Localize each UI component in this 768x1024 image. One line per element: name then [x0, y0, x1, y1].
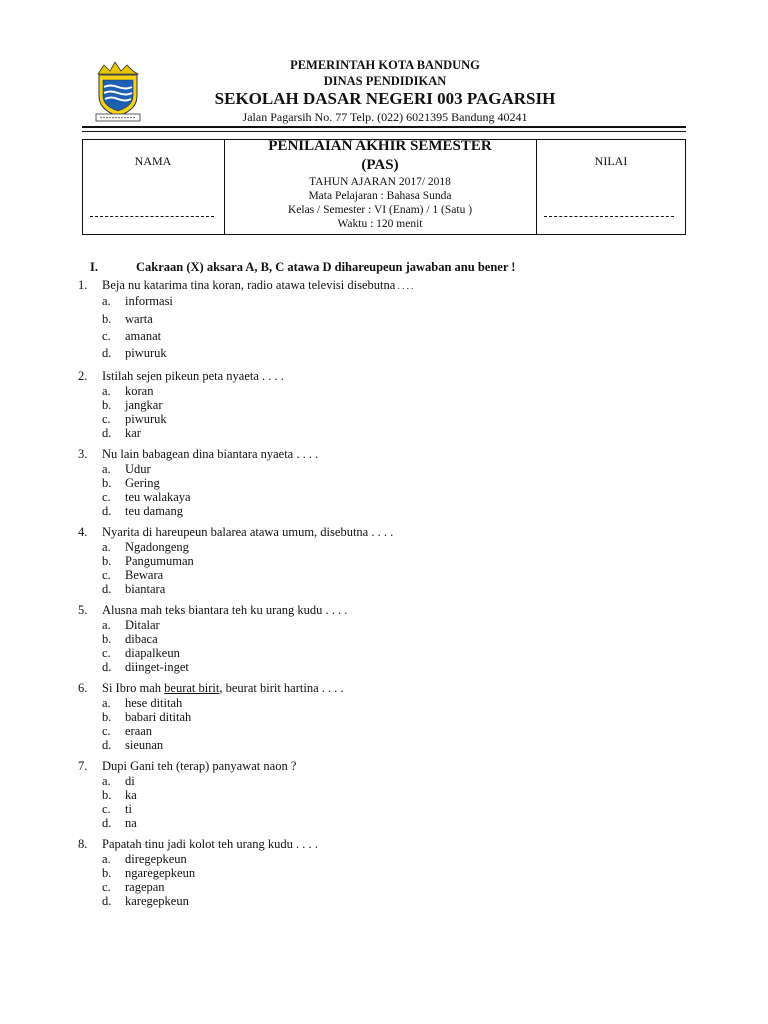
answer-option-c[interactable]: c. Bewara [102, 568, 164, 582]
bandung-city-crest-icon [95, 60, 141, 122]
question-list [78, 277, 698, 914]
answer-option-c[interactable]: c. teu walakaya [102, 490, 191, 504]
question-6 [78, 680, 698, 752]
question-7 [78, 758, 698, 830]
question-stem: 4. Nyarita di hareupeun balarea atawa umum, disebutna . . . . [78, 525, 394, 539]
answer-option-a[interactable]: a. informasi [102, 294, 173, 308]
question-stem [78, 277, 698, 293]
letterhead-rule-thin [82, 131, 686, 132]
answer-option-d[interactable]: d. kar [102, 426, 141, 440]
exam-title-abbr: (PAS) [361, 157, 399, 173]
question-8 [78, 836, 698, 908]
answer-option-b[interactable]: b. dibaca [102, 632, 158, 646]
letterhead-agency: DINAS PENDIDIKAN [323, 74, 447, 88]
answer-option-b[interactable]: b. jangkar [102, 398, 163, 412]
answer-option-b[interactable]: b. Gering [102, 476, 160, 490]
answer-option-a[interactable]: a. Ditalar [102, 618, 160, 632]
class-semester: Kelas / Semester : VI (Enam) / 1 (Satu ) [287, 204, 473, 216]
question-2 [78, 368, 698, 440]
answer-option-a[interactable]: a. hese dititah [102, 696, 183, 710]
question-ellipsis: . . . . [395, 281, 414, 291]
question-1 [78, 277, 698, 362]
question-stem: 8. Papatah tinu jadi kolot teh urang kudu . . . . [78, 837, 318, 851]
question-stem: 2. Istilah sejen pikeun peta nyaeta . . . . [78, 369, 284, 383]
answer-option-b[interactable]: b. Pangumuman [102, 554, 194, 568]
answer-option-c[interactable]: c. piwuruk [102, 412, 167, 426]
answer-option-d[interactable]: d. na [102, 816, 137, 830]
answer-option-a[interactable]: a. Ngadongeng [102, 540, 189, 554]
answer-option-a[interactable]: a. Udur [102, 462, 151, 476]
answer-option-a[interactable]: a. koran [102, 384, 154, 398]
question-stem: 5. Alusna mah teks biantara teh ku urang kudu . . . . [78, 603, 348, 617]
answer-option-d[interactable]: d. biantara [102, 582, 166, 596]
question-stem: 6. Si Ibro mah beurat birit, beurat birit hartina . . . . [78, 681, 344, 695]
answer-option-d[interactable]: d. teu damang [102, 504, 183, 518]
answer-option-c[interactable]: c. amanat [102, 329, 162, 343]
question-stem: 3. Nu lain babagean dina biantara nyaeta . . . . [78, 447, 319, 461]
answer-option-d[interactable]: d. sieunan [102, 738, 164, 752]
letterhead-government: PEMERINTAH KOTA BANDUNG [290, 58, 480, 72]
question-text: Beja nu katarima tina koran, radio atawa televisi disebutna [102, 278, 396, 292]
answer-option-a[interactable]: a. di [102, 774, 135, 788]
answer-option-b[interactable]: b. warta [102, 312, 153, 326]
answer-option-c[interactable]: c. ti [102, 802, 132, 816]
letterhead-rule-thick [82, 126, 686, 128]
answer-option-b[interactable]: b. ka [102, 788, 137, 802]
answer-option-a[interactable]: a. diregepkeun [102, 852, 187, 866]
answer-option-d[interactable]: d. karegepkeun [102, 894, 189, 908]
question-stem: 7. Dupi Gani teh (terap) panyawat naon ? [78, 759, 297, 773]
school-logo [95, 60, 141, 122]
question-number: 1. [78, 278, 88, 292]
answer-option-d[interactable]: d. diinget-inget [102, 660, 189, 674]
answer-option-b[interactable]: b. ngaregepkeun [102, 866, 196, 880]
subject: Mata Pelajaran : Bahasa Sunda [308, 190, 452, 202]
answer-option-b[interactable]: b. babari dititah [102, 710, 192, 724]
duration: Waktu : 120 menit [337, 218, 423, 230]
underlined-phrase: beurat birit [164, 681, 220, 695]
score-label: NILAI [594, 154, 628, 168]
question-3 [78, 446, 698, 518]
academic-year: TAHUN AJARAN 2017/ 2018 [309, 176, 451, 188]
letterhead-address: Jalan Pagarsih No. 77 Telp. (022) 6021395 Bandung 40241 [242, 110, 528, 124]
section-number: I. [90, 260, 98, 274]
exam-title: PENILAIAN AKHIR SEMESTER [268, 138, 492, 154]
answer-option-c[interactable]: c. diapalkeun [102, 646, 180, 660]
name-label: NAMA [134, 154, 172, 168]
question-4 [78, 524, 698, 596]
section-instruction [90, 260, 515, 275]
question-5 [78, 602, 698, 674]
score-write-line[interactable] [544, 216, 674, 217]
answer-option-c[interactable]: c. ragepan [102, 880, 165, 894]
name-write-line[interactable] [90, 216, 214, 217]
instruction-text: Cakraan (X) aksara A, B, C atawa D dihareupeun jawaban anu bener ! [136, 260, 516, 274]
answer-option-c[interactable]: c. eraan [102, 724, 153, 738]
letterhead-school-name: SEKOLAH DASAR NEGERI 003 PAGARSIH [214, 89, 556, 108]
answer-option-d[interactable]: d. piwuruk [102, 346, 167, 360]
